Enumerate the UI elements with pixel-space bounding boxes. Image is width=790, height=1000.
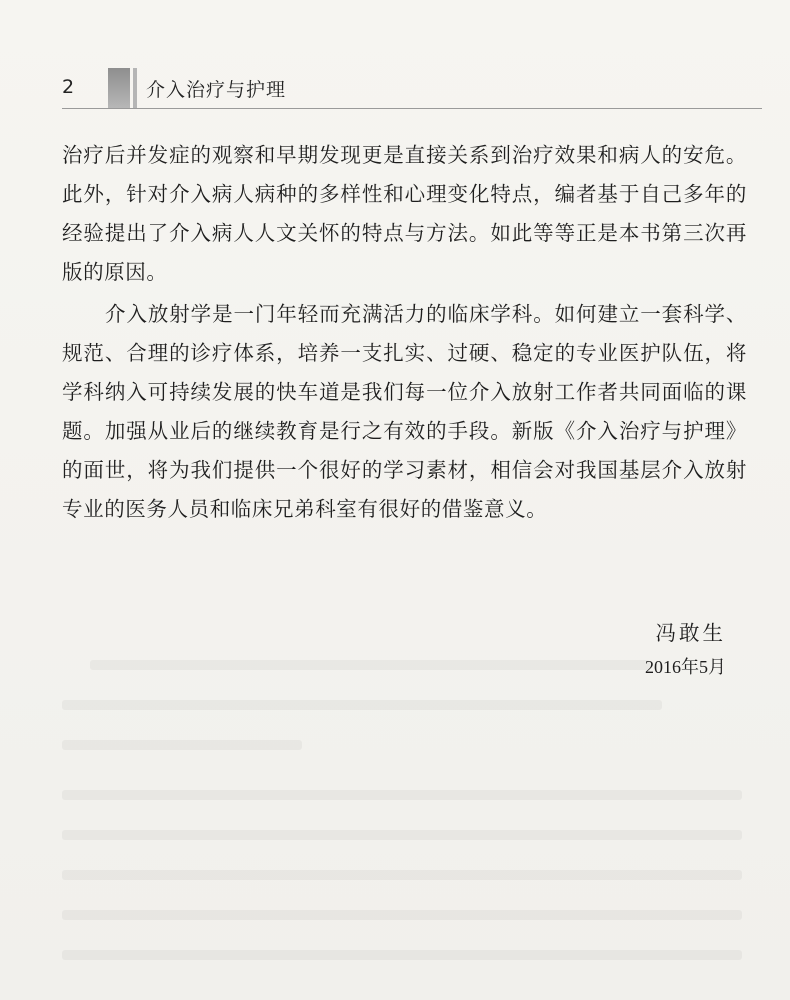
running-header xyxy=(62,68,762,108)
paragraph: 介入放射学是一门年轻而充满活力的临床学科。如何建立一套科学、规范、合理的诊疗体系，培养一支扎实、过硬、稳定的专业医护队伍，将学科纳入可持续发展的快车道是我们每一位介入放射工作者共同面临的课题。加强从业后的继续教育是行之有效的手段。新版《介入治疗与护理》的面世，将为我们提供一个很好的学习素材，相信会对我国基层介入放射专业的医务人员和临床兄弟科室有很好的借鉴意义。 xyxy=(62,302,747,521)
bleed-through-line xyxy=(62,790,742,800)
bleed-through-line xyxy=(62,700,662,710)
header-decorative-stripe xyxy=(133,68,137,108)
bleed-through-line xyxy=(62,830,742,840)
author-name: 冯敢生 xyxy=(655,621,726,645)
header-decorative-bar xyxy=(108,68,130,108)
body-text xyxy=(62,136,747,529)
bleed-through-line xyxy=(62,870,742,880)
signature-block xyxy=(645,616,726,684)
bleed-through-line xyxy=(62,740,302,750)
paragraph: 治疗后并发症的观察和早期发现更是直接关系到治疗效果和病人的安危。此外，针对介入病人病种的多样性和心理变化特点，编者基于自己多年的经验提出了介入病人人文关怀的特点与方法。如此等等正是本书第三次再版的原因。 xyxy=(62,143,747,284)
bleed-through-line xyxy=(90,660,650,670)
signature-date: 2016年5月 xyxy=(645,657,726,677)
bleed-through-line xyxy=(62,950,742,960)
page-number: 2 xyxy=(62,76,75,98)
book-title: 介入治疗与护理 xyxy=(146,79,287,101)
bleed-through-line xyxy=(62,910,742,920)
header-rule xyxy=(62,108,762,109)
